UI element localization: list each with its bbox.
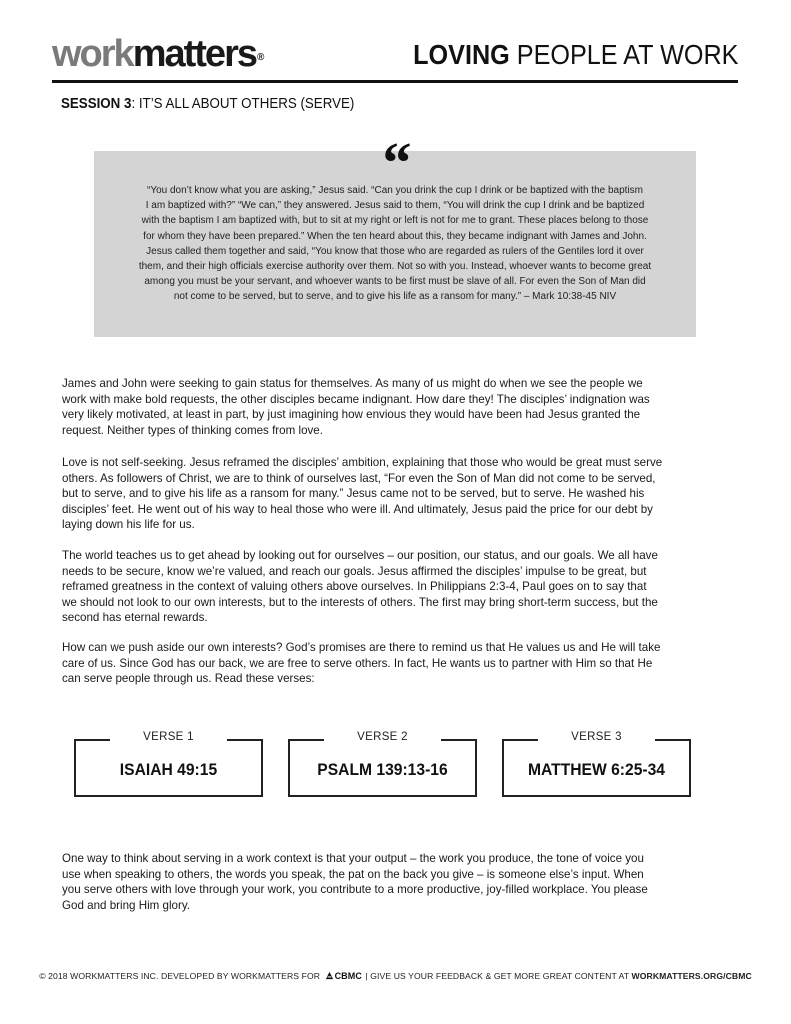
paragraph-line: needs to be secure, know we’re valued, and reach our goals. Jesus affirmed the disciples’ impulse to be great, but xyxy=(62,564,647,578)
verse-card-2 xyxy=(288,731,477,797)
verse-card-1 xyxy=(74,731,263,797)
logo-work-text: work xyxy=(52,33,133,75)
quote-line: for whom they have been prepared.” When the ten heard about this, they became indignant with James and John. xyxy=(143,230,647,242)
page-title-bold: LOVING xyxy=(412,39,510,70)
paragraph-line: disciples’ feet. He went out of his way to heal those who were ill. And ultimately, Jesus paid the price for our debt by xyxy=(62,502,653,516)
paragraph-status xyxy=(62,376,734,438)
cbmc-logo xyxy=(325,970,362,982)
paragraph-world xyxy=(62,548,734,626)
workmatters-logo xyxy=(52,34,264,74)
page-title-rest: PEOPLE AT WORK xyxy=(509,39,738,70)
paragraph-line: you serve others with love through your work, you contribute to a more productive, joy-filled workplace. You please xyxy=(62,883,648,897)
verse-reference: PSALM 139:13-16 xyxy=(317,760,448,779)
paragraph-line: God and bring Him glory. xyxy=(62,898,191,912)
page-footer xyxy=(0,970,791,982)
cbmc-mark-icon xyxy=(325,971,334,980)
paragraph-promises xyxy=(62,640,734,687)
session-title: : IT’S ALL ABOUT OTHERS (SERVE) xyxy=(131,96,355,112)
paragraph-line: care of us. Since God has our back, we are free to serve others. In fact, He wants us to partner with Him so that He xyxy=(62,656,653,670)
paragraph-line: we should not look to our own interests, but to the interests of others. The first may bring short-term success, but the xyxy=(62,595,658,609)
paragraph-line: very likely motivated, at least in part, by just imagining how envious they would have been had Jesus granted the xyxy=(62,408,641,422)
verse-label: VERSE 2 xyxy=(357,731,408,743)
paragraph-line: How can we push aside our own interests? God’s promises are there to remind us that He values us and He will take xyxy=(62,641,661,654)
footer-link[interactable]: WORKMATTERS.ORG/CBMC xyxy=(631,971,752,981)
paragraph-line: reframed greatness in the context of valuing others above ourselves. In Philippians 2:3-4, Paul goes on to say that xyxy=(62,580,647,594)
paragraph-line: The world teaches us to get ahead by looking out for ourselves – our position, our status, and our goals. We all have xyxy=(62,549,658,562)
paragraph-output xyxy=(62,851,734,913)
session-label: SESSION 3 xyxy=(61,96,132,112)
verse-reference: MATTHEW 6:25-34 xyxy=(527,760,666,779)
scripture-quote xyxy=(104,183,686,305)
quote-line: them, and their high officials exercise authority over them. Not so with you. Instead, whoever wants to become great xyxy=(138,261,652,273)
paragraph-line: James and John were seeking to gain status for themselves. As many of us might do when we see the people we xyxy=(62,377,643,390)
header-rule xyxy=(52,80,738,83)
paragraph-love xyxy=(62,455,734,533)
page-header xyxy=(52,34,738,78)
paragraph-line: second has eternal rewards. xyxy=(62,611,208,625)
paragraph-line: can serve people through us. Read these verses: xyxy=(62,672,315,686)
paragraph-line: Love is not self-seeking. Jesus reframed the disciples’ ambition, explaining that those who would be great must serve xyxy=(62,456,663,469)
paragraph-line: laying down his life for us. xyxy=(62,518,195,532)
session-heading xyxy=(61,96,354,112)
registered-mark: ® xyxy=(257,52,265,63)
quote-line: not come to be served, but to serve, and to give his life as a ransom for many.” – Mark 10:38-45 NIV xyxy=(173,291,617,303)
quote-line: with the baptism I am baptized with, but to sit at my right or left is not for me to grant. These places belong to those xyxy=(141,215,649,227)
quote-line: I am baptized with?” “We can,” they answered. Jesus said to them, “You will drink the cup I drink and be baptized xyxy=(145,200,645,212)
paragraph-line: work with make bold requests, the other disciples became indignant. How dare they! The disciples’ indignation was xyxy=(62,392,650,406)
page-title xyxy=(413,38,738,72)
cbmc-logo-text: CBMC xyxy=(334,971,362,981)
paragraph-line: others. As followers of Christ, we are to think of ourselves last, “For even the Son of Man did not come to be served, xyxy=(62,471,656,485)
verse-label: VERSE 3 xyxy=(571,731,622,743)
quote-line: Jesus called them together and said, “You know that those who are regarded as rulers of the Gentiles lord it over xyxy=(146,245,644,257)
footer-feedback: | GIVE US YOUR FEEDBACK & GET MORE GREAT CONTENT AT xyxy=(362,971,632,981)
logo-matters-text: matters xyxy=(132,33,256,75)
verse-label: VERSE 1 xyxy=(143,731,194,743)
paragraph-line: request. Neither types of thinking comes from love. xyxy=(62,423,323,437)
verse-reference: ISAIAH 49:15 xyxy=(119,760,218,779)
verse-card-3 xyxy=(502,731,691,797)
quote-mark-icon: “ xyxy=(382,130,412,195)
quote-line: among you must be your servant, and whoever wants to be first must be slave of all. For even the Son of Man did xyxy=(144,276,646,288)
paragraph-line: but to serve, and to give his life as a ransom for many.” Jesus came not to be served, but to serve. He washed his xyxy=(62,487,645,501)
paragraph-line: use when speaking to others, the words you speak, the pat on the back you give – is someone else’s input. When xyxy=(62,867,644,881)
footer-copyright: © 2018 WORKMATTERS INC. DEVELOPED BY WORKMATTERS FOR xyxy=(39,971,323,981)
paragraph-line: One way to think about serving in a work context is that your output – the work you produce, the tone of voice you xyxy=(62,852,644,865)
quote-line: “You don’t know what you are asking,” Jesus said. “Can you drink the cup I drink or be baptized with the baptism xyxy=(146,185,643,196)
